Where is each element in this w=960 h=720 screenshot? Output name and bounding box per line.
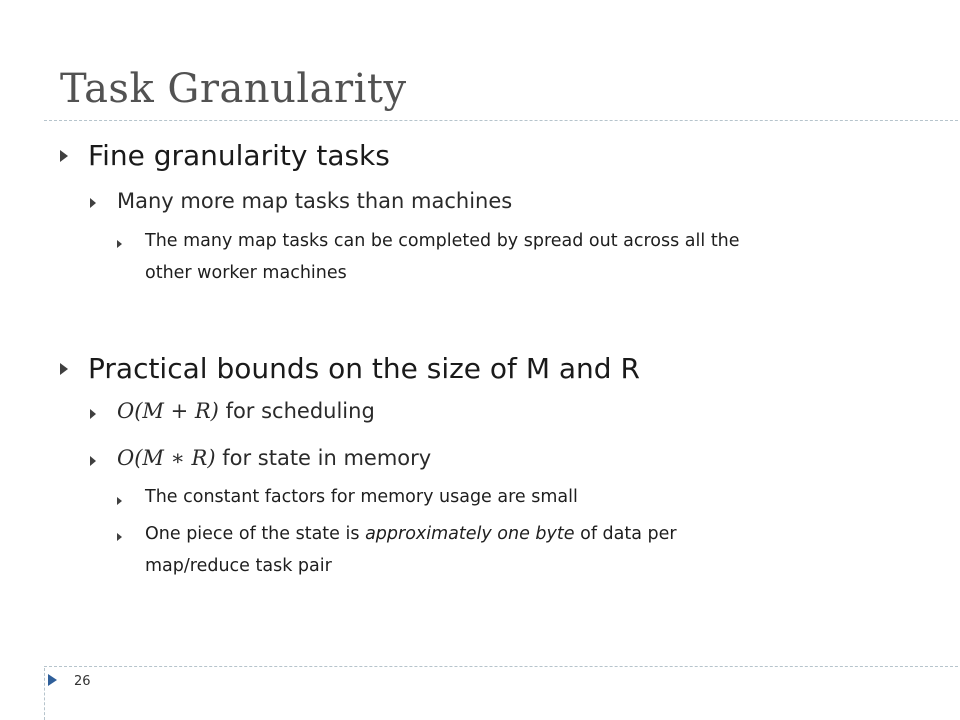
state-memory-text: for state in memory [222,446,432,470]
math-o-m-times-r: O(M ∗ R) [117,446,216,470]
bullet-arrow-icon [117,497,122,505]
bullet-scheduling [117,398,375,425]
footer-divider [44,666,960,667]
bullet-arrow-icon [117,533,122,541]
title-divider [44,120,960,121]
scheduling-text: for scheduling [225,399,375,423]
bullet-arrow-icon [90,198,96,208]
bullet-spread-line1: The many map tasks can be completed by spread out across all the [145,231,740,251]
slide-title: Task Granularity [60,66,407,112]
bullet-map-tasks: Many more map tasks than machines [117,189,513,213]
one-byte-post: of data per [580,524,677,544]
one-byte-pre: One piece of the state is [145,524,360,544]
bullet-arrow-icon [117,240,122,248]
one-byte-emphasis: approximately one byte [365,524,575,544]
bullet-fine-granularity: Fine granularity tasks [88,139,390,172]
bullet-one-byte-line1 [145,523,677,546]
page-marker-icon [48,674,57,686]
bullet-arrow-icon [60,150,68,162]
math-o-m-plus-r: O(M + R) [117,399,219,423]
footer-left-rule [44,668,45,720]
bullet-one-byte-line2: map/reduce task pair [145,556,332,576]
bullet-arrow-icon [90,456,96,466]
bullet-arrow-icon [60,363,68,375]
bullet-constant-factors: The constant factors for memory usage are small [145,487,578,507]
bullet-state-memory [117,445,431,472]
bullet-arrow-icon [90,409,96,419]
page-number: 26 [74,674,91,689]
bullet-practical-bounds: Practical bounds on the size of M and R [88,352,640,385]
bullet-spread-line2: other worker machines [145,263,347,283]
